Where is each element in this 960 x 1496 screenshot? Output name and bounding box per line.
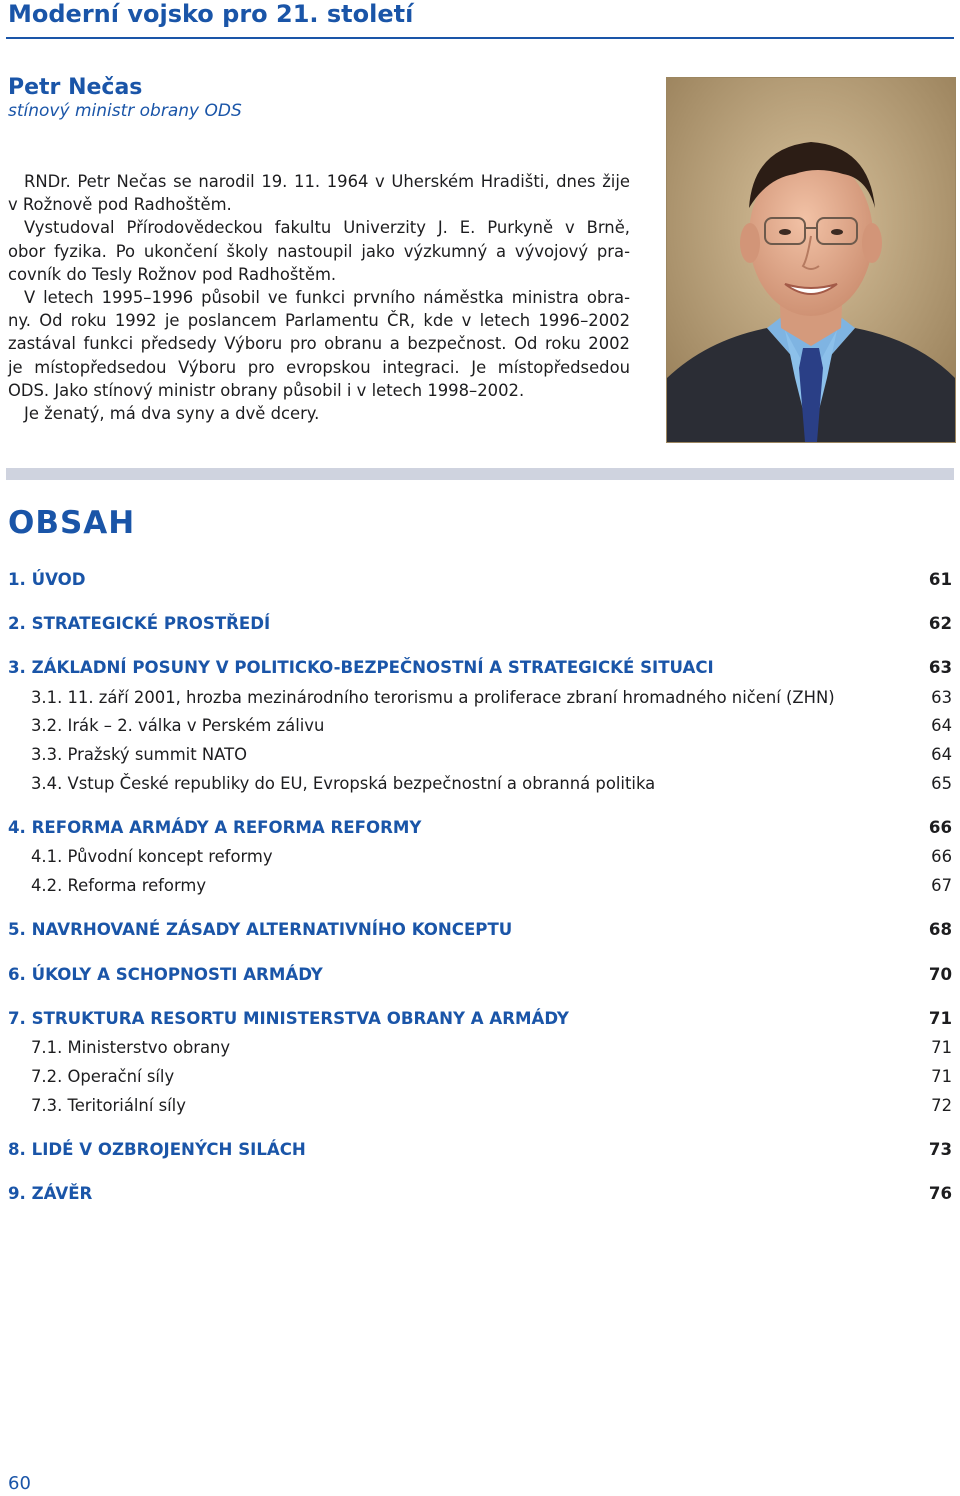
toc-entry-page: 63: [931, 687, 952, 707]
toc-title: OBSAH: [8, 505, 136, 541]
toc-entry: [8, 771, 952, 795]
toc-entry-label: 1. ÚVOD: [8, 569, 86, 589]
bio-line: ODS. Jako stínový ministr obrany působil i v letech 1998–2002.: [8, 380, 525, 400]
author-role: stínový ministr obrany ODS: [8, 101, 242, 121]
toc-entry-label: 3.1. 11. září 2001, hrozba mezinárodního terorismu a proliferace zbraní hromadného ničení (ZHN): [31, 687, 835, 707]
toc-entry-page: 62: [928, 613, 952, 633]
toc-entry-page: 71: [931, 1037, 952, 1057]
toc-entry-page: 72: [931, 1095, 952, 1115]
toc-entry: [8, 962, 952, 986]
toc-entry: [8, 1064, 952, 1088]
toc-entry: [8, 1035, 952, 1059]
toc-entry-label: 3.3. Pražský summit NATO: [31, 744, 247, 764]
toc-entry-page: 64: [931, 744, 952, 764]
toc-entry: [8, 713, 952, 737]
toc-entry-label: 7.2. Operační síly: [31, 1066, 175, 1086]
bio-line: V letech 1995–1996 působil ve funkci prvního náměstka ministra obra-: [24, 288, 630, 308]
bio-line: zastával funkci předsedy Výboru pro obranu a bezpečnost. Od roku 2002: [8, 334, 630, 354]
bio-line: v Rožnově pod Radhoštěm.: [8, 195, 232, 215]
toc-entry-label: 9. ZÁVĚR: [8, 1183, 93, 1203]
toc-entry-label: 7. STRUKTURA RESORTU MINISTERSTVA OBRANY A ARMÁDY: [8, 1008, 569, 1028]
toc-entry-page: 64: [931, 715, 952, 735]
toc-entry-label: 8. LIDÉ V OZBROJENÝCH SILÁCH: [8, 1139, 306, 1159]
header-rule: [6, 37, 954, 39]
section-divider: [6, 468, 954, 480]
toc-entry-label: 2. STRATEGICKÉ PROSTŘEDÍ: [8, 613, 271, 633]
bio-line: RNDr. Petr Nečas se narodil 19. 11. 1964 v Uherském Hradišti, dnes žije: [24, 172, 630, 191]
toc-entry-label: 3.2. Irák – 2. válka v Perském zálivu: [31, 715, 325, 735]
bio-line: ny. Od roku 1992 je poslancem Parlamentu ČR, kde v letech 1996–2002: [8, 311, 630, 331]
toc-entry-label: 4. REFORMA ARMÁDY A REFORMA REFORMY: [8, 817, 422, 837]
toc-entry-page: 66: [928, 817, 952, 837]
bio-line: covník do Tesly Rožnov pod Radhoštěm.: [8, 264, 337, 284]
toc-entry-label: 3. ZÁKLADNÍ POSUNY V POLITICKO-BEZPEČNOSTNÍ A STRATEGICKÉ SITUACI: [8, 657, 714, 677]
author-name: Petr Nečas: [8, 75, 143, 100]
bio-line: obor fyzika. Po ukončení školy nastoupil jako výzkumný a vývojový pra-: [8, 241, 630, 261]
toc-entry-page: 76: [928, 1183, 952, 1203]
toc-entry: [8, 815, 952, 839]
toc-entry: [8, 873, 952, 897]
toc-entry-page: 61: [928, 569, 952, 589]
toc-entry: [8, 567, 952, 591]
toc-entry: [8, 655, 952, 679]
page-header-title: Moderní vojsko pro 21. století: [8, 0, 414, 28]
toc-entry: [8, 611, 952, 635]
bio-line: je místopředsedou Výboru pro evropskou integraci. Je místopředsedou: [8, 357, 630, 377]
toc-entry-page: 71: [928, 1008, 952, 1028]
toc-entry: [8, 1137, 952, 1161]
toc-entry: [8, 917, 952, 941]
toc-entry-label: 4.2. Reforma reformy: [31, 875, 207, 895]
toc-entry: [8, 1006, 952, 1030]
author-bio: [8, 170, 630, 425]
toc-entry: [8, 742, 952, 766]
toc-entry-page: 67: [931, 875, 952, 895]
toc-entry-label: 7.1. Ministerstvo obrany: [31, 1037, 231, 1057]
page-number: 60: [8, 1473, 31, 1494]
toc-entry: [8, 1181, 952, 1205]
toc-entry-label: 6. ÚKOLY A SCHOPNOSTI ARMÁDY: [8, 964, 323, 984]
toc-entry: [8, 844, 952, 868]
toc-entry-page: 73: [928, 1139, 952, 1159]
bio-line: Je ženatý, má dva syny a dvě dcery.: [24, 404, 320, 424]
author-portrait-photo: [666, 77, 956, 443]
toc-entry-label: 4.1. Původní koncept reformy: [31, 846, 273, 866]
toc-entry-page: 63: [928, 657, 952, 677]
toc-entry: [8, 1093, 952, 1117]
toc-entry-page: 71: [931, 1066, 952, 1086]
toc-entry-page: 68: [928, 919, 952, 939]
bio-line: Vystudoval Přírodovědeckou fakultu Univerzity J. E. Purkyně v Brně,: [24, 218, 630, 238]
toc-entry-page: 66: [931, 846, 952, 866]
toc-entry: [8, 685, 952, 709]
toc-entry-label: 7.3. Teritoriální síly: [31, 1095, 186, 1115]
toc-entry-page: 65: [931, 773, 952, 793]
toc-entry-label: 3.4. Vstup České republiky do EU, Evropská bezpečnostní a obranná politika: [31, 773, 656, 793]
toc-entry-label: 5. NAVRHOVANÉ ZÁSADY ALTERNATIVNÍHO KONCEPTU: [8, 919, 513, 939]
toc-entry-page: 70: [928, 964, 952, 984]
